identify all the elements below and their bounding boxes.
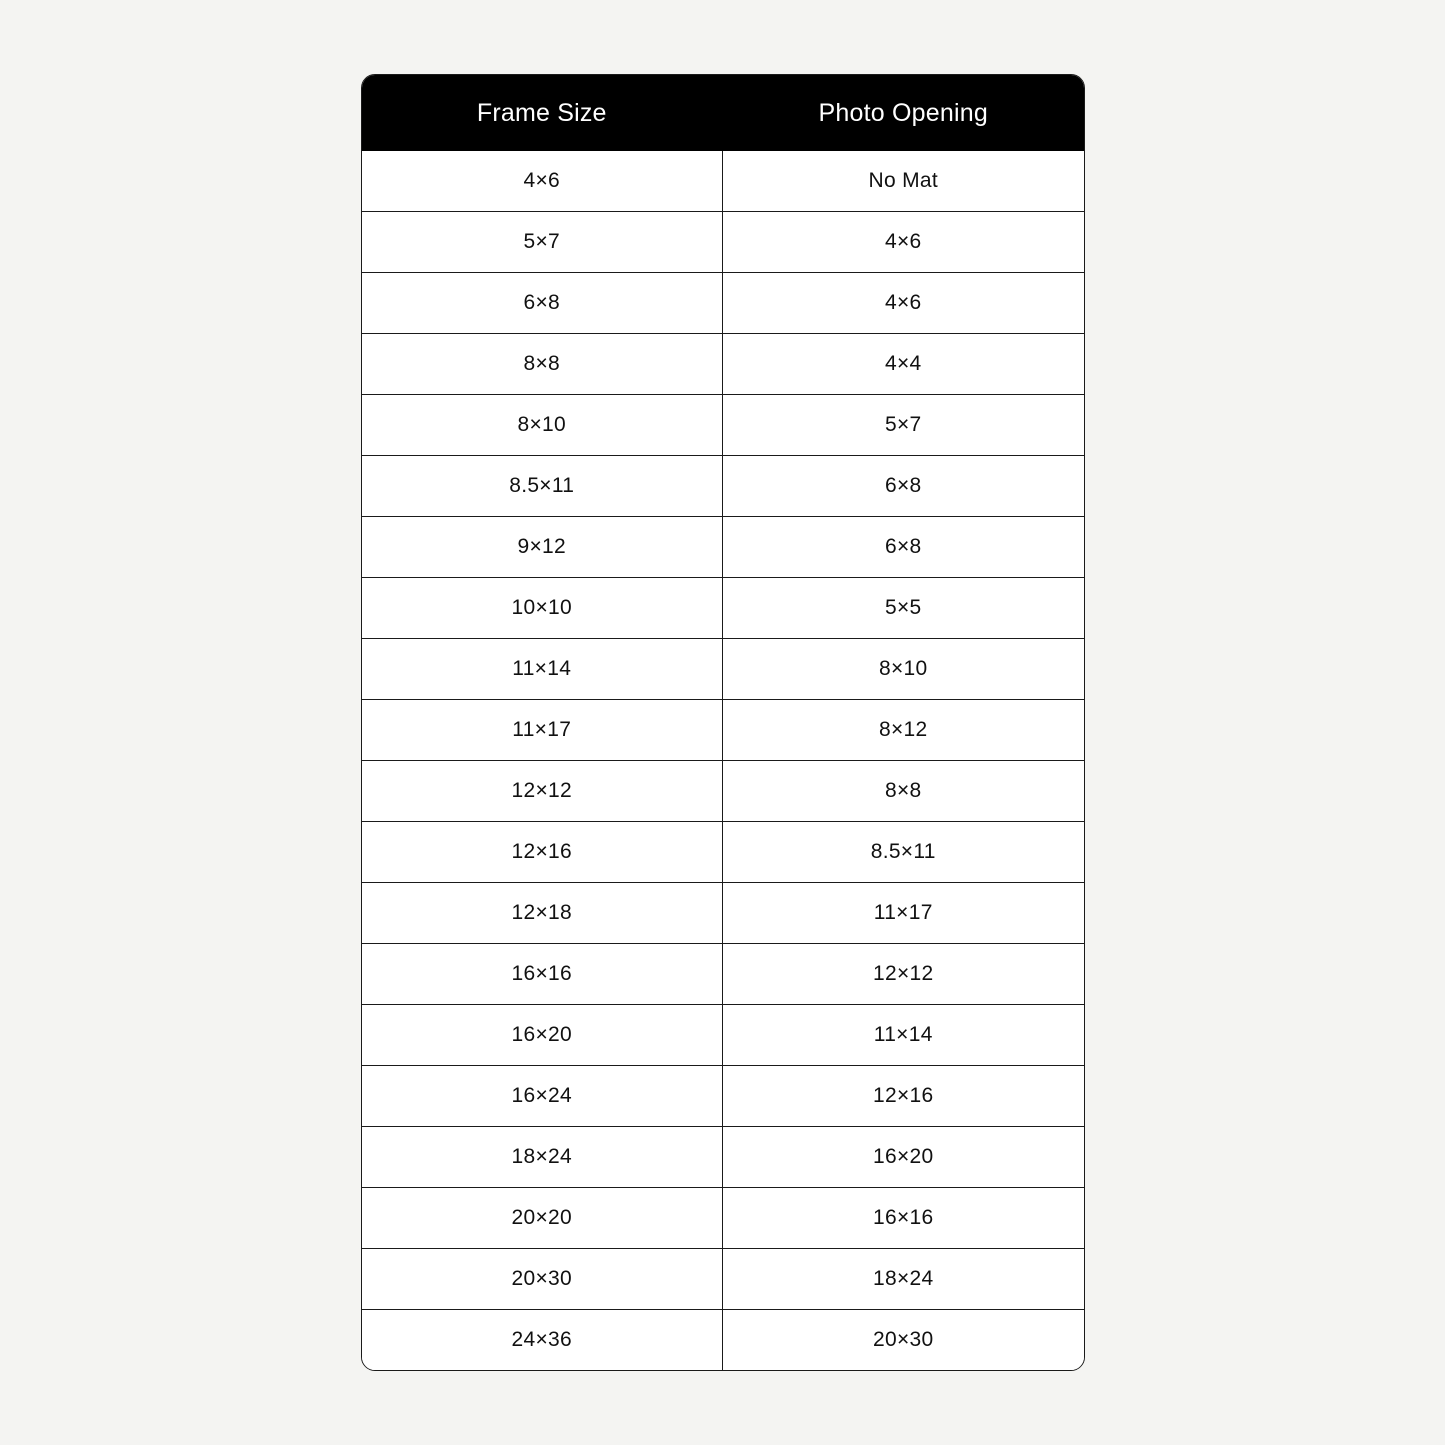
cell-photo-opening: 16×20: [723, 1127, 1084, 1188]
table-row: [362, 883, 1084, 944]
table-row: [362, 151, 1084, 212]
table-header-row: [362, 75, 1084, 151]
table-row: [362, 761, 1084, 822]
cell-frame-size: 20×20: [362, 1188, 723, 1249]
table-row: [362, 517, 1084, 578]
table-row: [362, 395, 1084, 456]
cell-photo-opening: 6×8: [723, 456, 1084, 517]
cell-frame-size: 12×16: [362, 822, 723, 883]
column-header-photo-opening: Photo Opening: [723, 75, 1084, 151]
table-row: [362, 822, 1084, 883]
cell-photo-opening: 8×12: [723, 700, 1084, 761]
cell-photo-opening: 8×8: [723, 761, 1084, 822]
cell-photo-opening: 16×16: [723, 1188, 1084, 1249]
cell-frame-size: 18×24: [362, 1127, 723, 1188]
cell-frame-size: 9×12: [362, 517, 723, 578]
table-row: [362, 639, 1084, 700]
cell-photo-opening: 5×7: [723, 395, 1084, 456]
cell-frame-size: 8×10: [362, 395, 723, 456]
cell-photo-opening: 11×17: [723, 883, 1084, 944]
cell-photo-opening: 6×8: [723, 517, 1084, 578]
cell-frame-size: 12×12: [362, 761, 723, 822]
table-row: [362, 1127, 1084, 1188]
cell-frame-size: 16×24: [362, 1066, 723, 1127]
table-row: [362, 944, 1084, 1005]
cell-photo-opening: 8.5×11: [723, 822, 1084, 883]
table-row: [362, 212, 1084, 273]
cell-frame-size: 24×36: [362, 1310, 723, 1371]
frame-size-table: [362, 75, 1084, 1370]
table-header: [362, 75, 1084, 151]
cell-frame-size: 16×20: [362, 1005, 723, 1066]
table-row: [362, 1066, 1084, 1127]
cell-photo-opening: 11×14: [723, 1005, 1084, 1066]
cell-frame-size: 16×16: [362, 944, 723, 1005]
cell-photo-opening: 8×10: [723, 639, 1084, 700]
cell-frame-size: 11×17: [362, 700, 723, 761]
table-row: [362, 1249, 1084, 1310]
cell-photo-opening: 4×6: [723, 273, 1084, 334]
cell-photo-opening: 4×6: [723, 212, 1084, 273]
cell-frame-size: 4×6: [362, 151, 723, 212]
table-row: [362, 273, 1084, 334]
cell-frame-size: 8×8: [362, 334, 723, 395]
table-row: [362, 578, 1084, 639]
cell-frame-size: 20×30: [362, 1249, 723, 1310]
cell-photo-opening: No Mat: [723, 151, 1084, 212]
table-row: [362, 334, 1084, 395]
cell-frame-size: 6×8: [362, 273, 723, 334]
cell-frame-size: 11×14: [362, 639, 723, 700]
cell-photo-opening: 5×5: [723, 578, 1084, 639]
cell-photo-opening: 12×12: [723, 944, 1084, 1005]
table-row: [362, 1005, 1084, 1066]
cell-frame-size: 10×10: [362, 578, 723, 639]
cell-frame-size: 8.5×11: [362, 456, 723, 517]
table-row: [362, 700, 1084, 761]
cell-frame-size: 12×18: [362, 883, 723, 944]
cell-photo-opening: 18×24: [723, 1249, 1084, 1310]
cell-photo-opening: 12×16: [723, 1066, 1084, 1127]
cell-frame-size: 5×7: [362, 212, 723, 273]
frame-size-table-card: [361, 74, 1085, 1371]
table-row: [362, 456, 1084, 517]
table-row: [362, 1188, 1084, 1249]
cell-photo-opening: 4×4: [723, 334, 1084, 395]
column-header-frame-size: Frame Size: [362, 75, 723, 151]
cell-photo-opening: 20×30: [723, 1310, 1084, 1371]
table-body: [362, 151, 1084, 1370]
table-row: [362, 1310, 1084, 1371]
